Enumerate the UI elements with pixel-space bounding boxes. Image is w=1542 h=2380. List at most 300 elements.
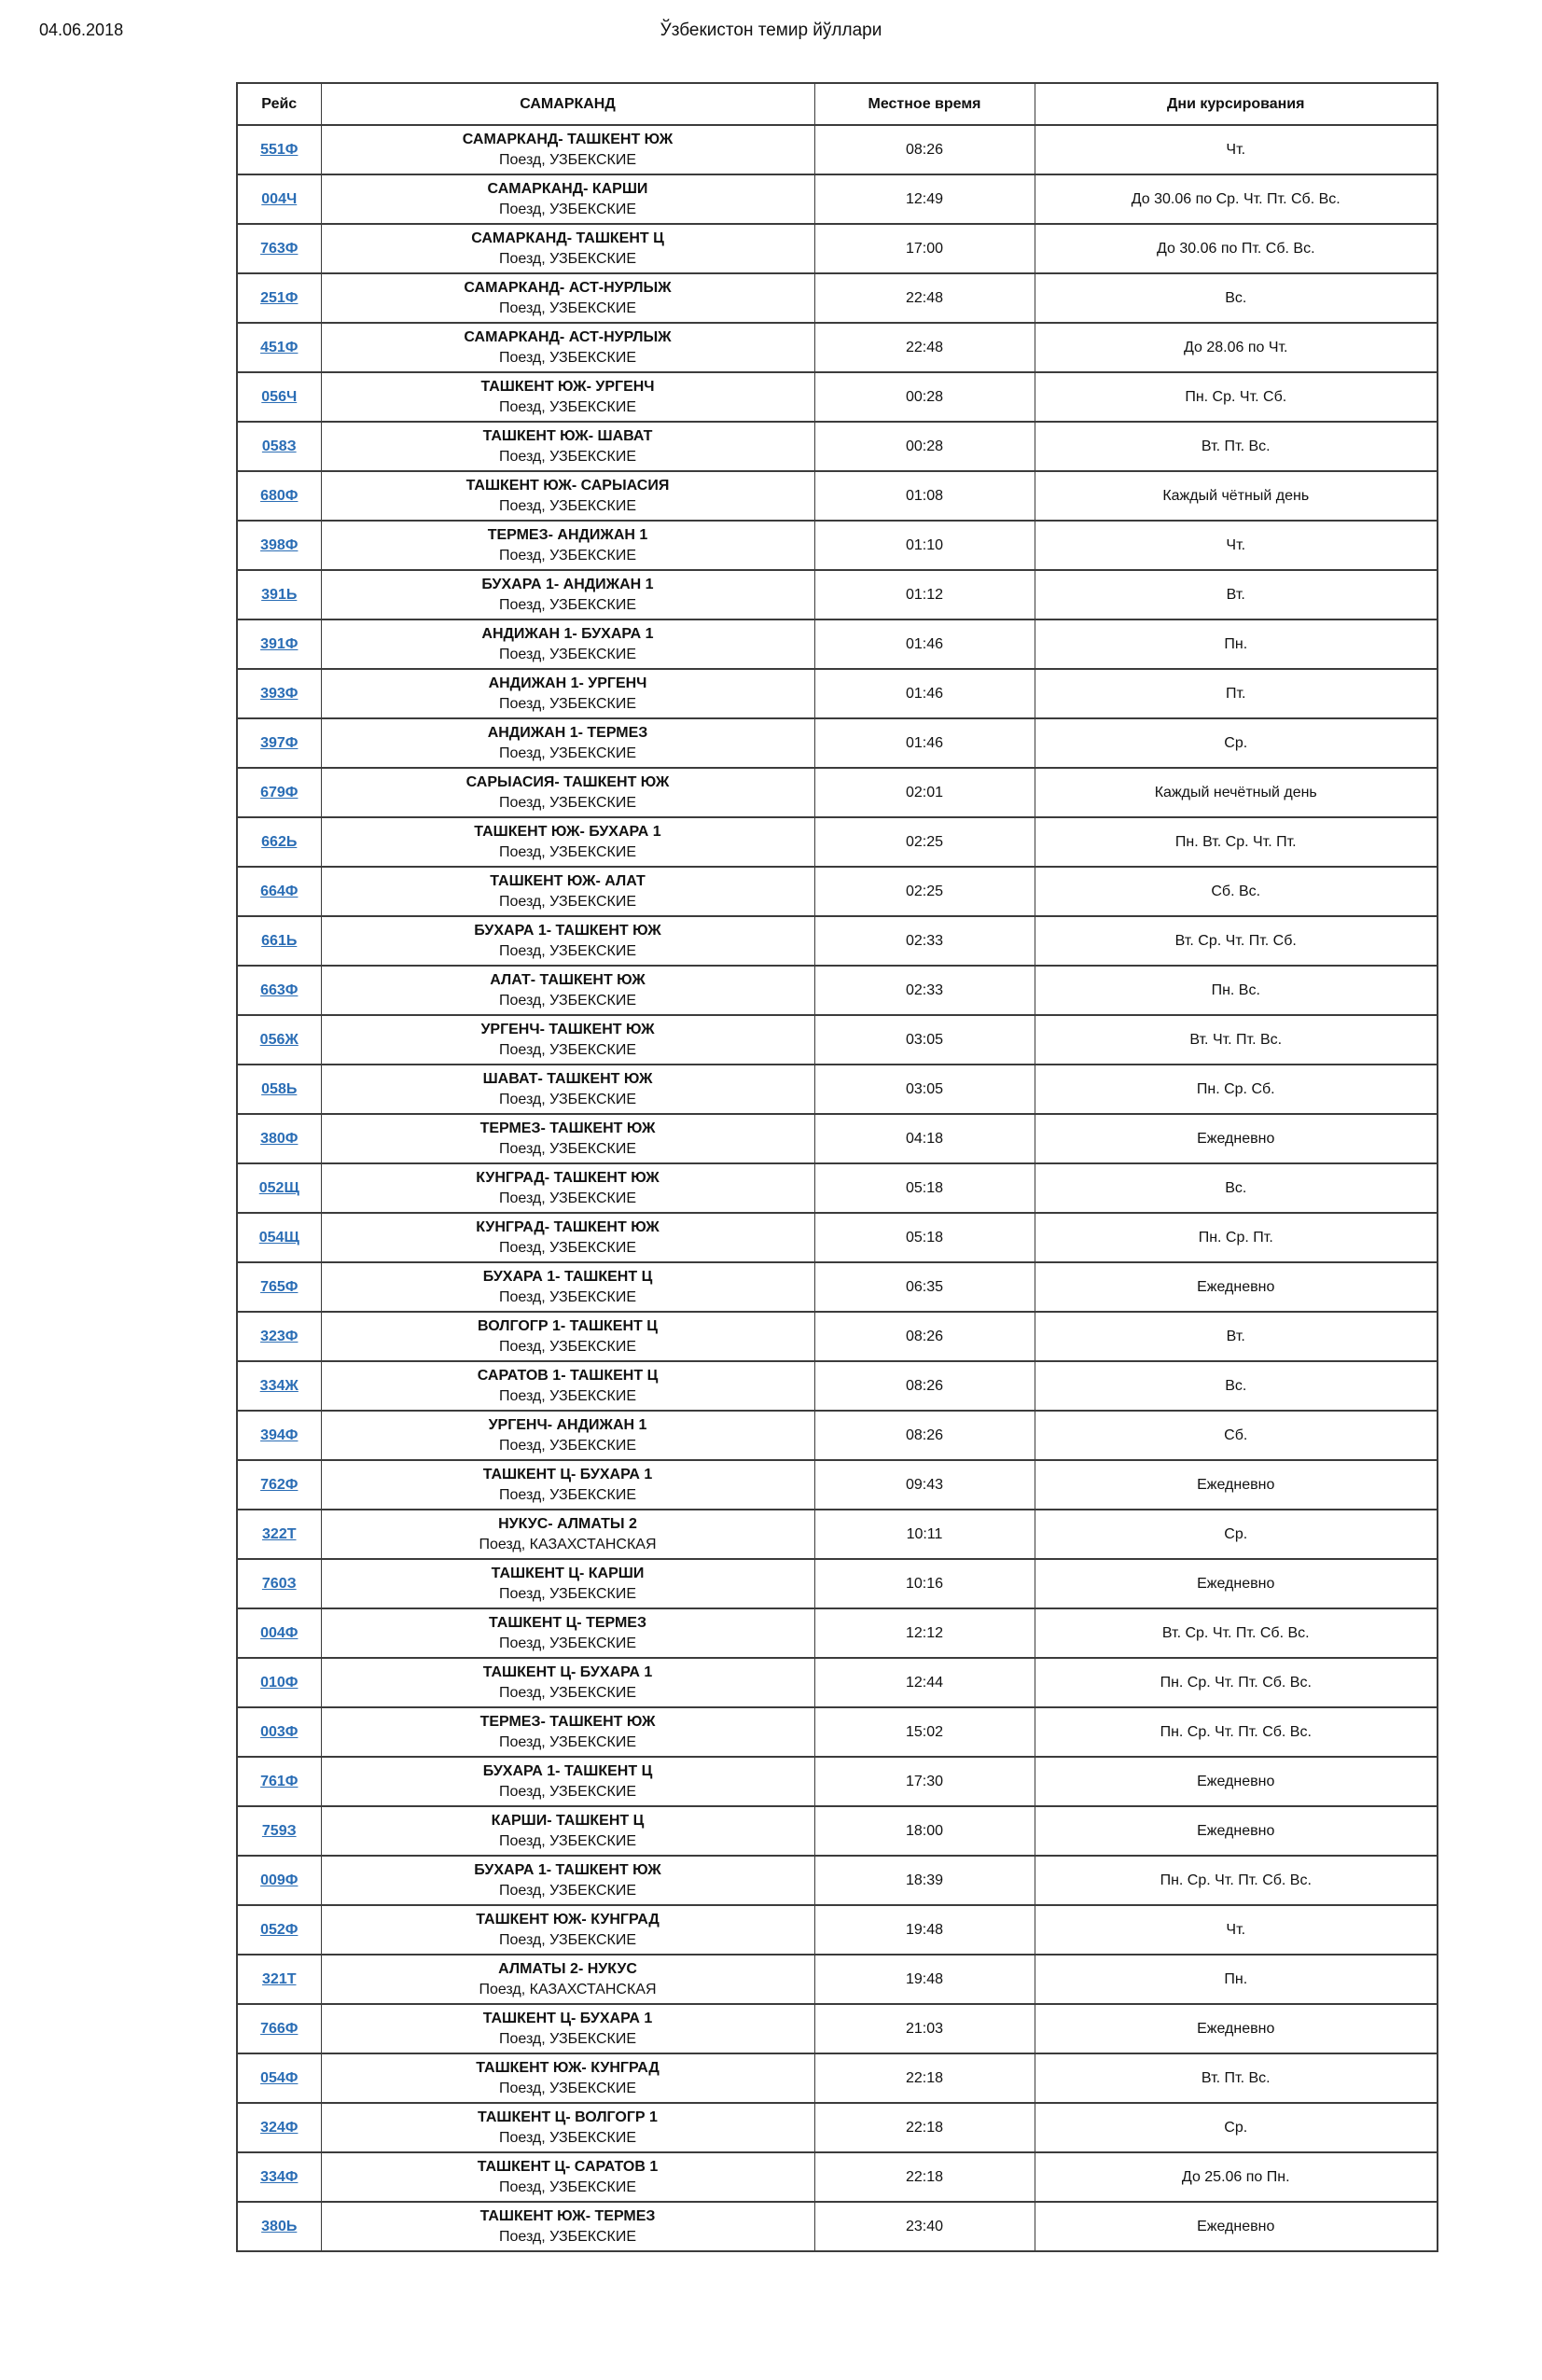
train-number-cell (237, 1955, 321, 2004)
route-cell (321, 1955, 814, 2004)
route-name: БУХАРА 1- ТАШКЕНТ ЮЖ (474, 1861, 661, 1878)
route-cell (321, 718, 814, 768)
route-cell (321, 966, 814, 1015)
route-cell (321, 174, 814, 224)
table-row (237, 1163, 1438, 1213)
running-days: Ср. (1035, 2103, 1438, 2152)
train-number-link[interactable]: 323Ф (260, 1328, 299, 1344)
table-row (237, 966, 1438, 1015)
train-timetable (236, 82, 1438, 2252)
running-days: Вс. (1035, 1361, 1438, 1411)
train-number-cell (237, 471, 321, 521)
train-number-cell (237, 1806, 321, 1856)
route-name: ТАШКЕНТ Ц- БУХАРА 1 (482, 1663, 653, 1680)
train-number-link[interactable]: 322Т (262, 1525, 297, 1542)
route-cell (321, 1707, 814, 1757)
route-name: АЛМАТЫ 2- НУКУС (498, 1960, 637, 1977)
train-number-link[interactable]: 010Ф (260, 1674, 299, 1691)
carrier-label: Поезд, УЗБЕКСКИЕ (499, 1288, 636, 1305)
departure-time: 05:18 (814, 1213, 1035, 1262)
running-days: Вт. Пт. Вс. (1035, 2053, 1438, 2103)
running-days: Ежедневно (1035, 1262, 1438, 1312)
table-row (237, 372, 1438, 422)
train-number-cell (237, 372, 321, 422)
route-cell (321, 1460, 814, 1510)
running-days: Пт. (1035, 669, 1438, 718)
table-row (237, 521, 1438, 570)
train-number-link[interactable]: 054Ф (260, 2069, 299, 2086)
table-row (237, 224, 1438, 273)
train-number-cell (237, 1856, 321, 1905)
departure-time: 08:26 (814, 1361, 1035, 1411)
departure-time: 01:08 (814, 471, 1035, 521)
carrier-label: Поезд, УЗБЕКСКИЕ (499, 1041, 636, 1058)
table-row (237, 1608, 1438, 1658)
route-name: ТАШКЕНТ Ц- САРАТОВ 1 (477, 2158, 659, 2175)
departure-time: 03:05 (814, 1015, 1035, 1065)
route-cell (321, 1856, 814, 1905)
carrier-label: Поезд, УЗБЕКСКИЕ (499, 1931, 636, 1948)
route-name: ТАШКЕНТ ЮЖ- АЛАТ (490, 872, 646, 889)
carrier-label: Поезд, УЗБЕКСКИЕ (499, 1684, 636, 1701)
carrier-label: Поезд, УЗБЕКСКИЕ (499, 695, 636, 712)
table-row (237, 1262, 1438, 1312)
departure-time: 17:30 (814, 1757, 1035, 1806)
train-number-cell (237, 1213, 321, 1262)
route-name: УРГЕНЧ- ТАШКЕНТ ЮЖ (480, 1021, 655, 1037)
route-cell (321, 323, 814, 372)
route-name: АНДИЖАН 1- ТЕРМЕЗ (487, 724, 648, 741)
train-number-link[interactable]: 551Ф (260, 141, 299, 158)
carrier-label: Поезд, УЗБЕКСКИЕ (499, 942, 636, 959)
running-days: Вс. (1035, 273, 1438, 323)
running-days: Ср. (1035, 1510, 1438, 1559)
table-row (237, 570, 1438, 619)
train-number-link[interactable]: 004Ф (260, 1624, 299, 1641)
train-number-cell (237, 1510, 321, 1559)
route-name: ТАШКЕНТ Ц- БУХАРА 1 (482, 2010, 653, 2026)
running-days: До 30.06 по Ср. Чт. Пт. Сб. Вс. (1035, 174, 1438, 224)
carrier-label: Поезд, УЗБЕКСКИЕ (499, 843, 636, 860)
carrier-label: Поезд, УЗБЕКСКИЕ (499, 201, 636, 217)
departure-time: 12:49 (814, 174, 1035, 224)
running-days: Ежедневно (1035, 1114, 1438, 1163)
table-row (237, 471, 1438, 521)
train-number-link[interactable]: 251Ф (260, 289, 299, 306)
route-name: ТАШКЕНТ ЮЖ- УРГЕНЧ (480, 378, 655, 395)
route-cell (321, 2004, 814, 2053)
route-cell (321, 422, 814, 471)
table-row (237, 1213, 1438, 1262)
route-name: ТАШКЕНТ ЮЖ- САРЫАСИЯ (465, 477, 670, 494)
table-row (237, 2004, 1438, 2053)
departure-time: 18:39 (814, 1856, 1035, 1905)
route-name: ВОЛГОГР 1- ТАШКЕНТ Ц (478, 1317, 658, 1334)
route-name: ТАШКЕНТ Ц- ТЕРМЕЗ (489, 1614, 646, 1631)
carrier-label: Поезд, УЗБЕКСКИЕ (499, 745, 636, 761)
route-name: ТАШКЕНТ ЮЖ- КУНГРАД (476, 2059, 660, 2076)
carrier-label: Поезд, УЗБЕКСКИЕ (499, 1585, 636, 1602)
train-number-cell (237, 1757, 321, 1806)
train-number-cell (237, 718, 321, 768)
running-days: Пн. Ср. Чт. Пт. Сб. Вс. (1035, 1658, 1438, 1707)
running-days: Вт. Ср. Чт. Пт. Сб. (1035, 916, 1438, 966)
running-days: До 30.06 по Пт. Сб. Вс. (1035, 224, 1438, 273)
departure-time: 21:03 (814, 2004, 1035, 2053)
train-number-link[interactable]: 334Ж (259, 1377, 299, 1394)
train-number-link[interactable]: 393Ф (260, 685, 299, 702)
carrier-label: Поезд, УЗБЕКСКИЕ (499, 1387, 636, 1404)
train-number-link[interactable]: 391Ф (260, 635, 299, 652)
train-number-link[interactable]: 058З (261, 438, 297, 454)
train-number-link[interactable]: 664Ф (260, 883, 299, 899)
running-days: Пн. Ср. Чт. Пт. Сб. Вс. (1035, 1856, 1438, 1905)
route-cell (321, 2152, 814, 2202)
train-number-link[interactable]: 052Ф (260, 1921, 299, 1938)
route-name: БУХАРА 1- ТАШКЕНТ ЮЖ (474, 922, 661, 939)
route-cell (321, 669, 814, 718)
running-days: Вт. Пт. Вс. (1035, 422, 1438, 471)
departure-time: 06:35 (814, 1262, 1035, 1312)
table-row (237, 1856, 1438, 1905)
running-days: Ср. (1035, 718, 1438, 768)
table-row (237, 1114, 1438, 1163)
table-row (237, 273, 1438, 323)
route-name: ТЕРМЕЗ- АНДИЖАН 1 (487, 526, 648, 543)
train-number-cell (237, 966, 321, 1015)
table-row (237, 2202, 1438, 2251)
train-number-cell (237, 1361, 321, 1411)
train-number-cell (237, 1460, 321, 1510)
table-row (237, 1658, 1438, 1707)
departure-time: 00:28 (814, 422, 1035, 471)
route-name: ТАШКЕНТ ЮЖ- КУНГРАД (476, 1911, 660, 1928)
carrier-label: Поезд, УЗБЕКСКИЕ (499, 1338, 636, 1355)
train-number-cell (237, 2004, 321, 2053)
table-row (237, 718, 1438, 768)
route-name: ТАШКЕНТ Ц- ВОЛГОГР 1 (478, 2109, 658, 2125)
train-number-link[interactable]: 321Т (262, 1970, 297, 1987)
route-cell (321, 521, 814, 570)
train-number-link[interactable]: 391Ь (261, 586, 298, 603)
route-cell (321, 1213, 814, 1262)
route-cell (321, 273, 814, 323)
table-row (237, 817, 1438, 867)
train-number-cell (237, 916, 321, 966)
train-number-cell (237, 1905, 321, 1955)
carrier-label: Поезд, УЗБЕКСКИЕ (499, 349, 636, 366)
table-row (237, 323, 1438, 372)
departure-time: 01:46 (814, 669, 1035, 718)
running-days: Пн. Вт. Ср. Чт. Пт. (1035, 817, 1438, 867)
train-number-cell (237, 273, 321, 323)
train-number-link[interactable]: 766Ф (260, 2020, 299, 2037)
train-number-link[interactable]: 009Ф (260, 1872, 299, 1888)
route-name: ТАШКЕНТ ЮЖ- ТЕРМЕЗ (479, 2207, 656, 2224)
train-number-link[interactable]: 451Ф (260, 339, 299, 355)
route-cell (321, 1510, 814, 1559)
departure-time: 02:25 (814, 867, 1035, 916)
table-row (237, 619, 1438, 669)
train-number-cell (237, 669, 321, 718)
route-cell (321, 1806, 814, 1856)
route-name: ТАШКЕНТ Ц- БУХАРА 1 (482, 1466, 653, 1482)
carrier-label: Поезд, УЗБЕКСКИЕ (499, 1882, 636, 1899)
departure-time: 18:00 (814, 1806, 1035, 1856)
route-name: ТАШКЕНТ ЮЖ- ШАВАТ (482, 427, 653, 444)
train-number-link[interactable]: 759З (261, 1822, 297, 1839)
departure-time: 23:40 (814, 2202, 1035, 2251)
carrier-label: Поезд, УЗБЕКСКИЕ (499, 646, 636, 662)
train-number-link[interactable]: 662Ь (261, 833, 298, 850)
route-name: АНДИЖАН 1- БУХАРА 1 (481, 625, 654, 642)
route-name: САМАРКАНД- АСТ-НУРЛЫЖ (464, 328, 672, 345)
train-number-cell (237, 1262, 321, 1312)
running-days: Чт. (1035, 125, 1438, 174)
carrier-label: Поезд, УЗБЕКСКИЕ (499, 2129, 636, 2146)
route-cell (321, 916, 814, 966)
train-number-link[interactable]: 394Ф (260, 1427, 299, 1443)
route-name: САМАРКАНД- ТАШКЕНТ ЮЖ (462, 131, 674, 147)
train-number-link[interactable]: 765Ф (260, 1278, 299, 1295)
route-name: САРАТОВ 1- ТАШКЕНТ Ц (477, 1367, 659, 1384)
route-cell (321, 372, 814, 422)
route-cell (321, 619, 814, 669)
running-days: Вт. (1035, 570, 1438, 619)
running-days: Вт. (1035, 1312, 1438, 1361)
carrier-label: Поезд, УЗБЕКСКИЕ (499, 1091, 636, 1107)
route-name: ТЕРМЕЗ- ТАШКЕНТ ЮЖ (479, 1713, 656, 1730)
carrier-label: Поезд, УЗБЕКСКИЕ (499, 1733, 636, 1750)
carrier-label: Поезд, УЗБЕКСКИЕ (499, 151, 636, 168)
running-days: Ежедневно (1035, 1460, 1438, 1510)
carrier-label: Поезд, УЗБЕКСКИЕ (499, 1239, 636, 1256)
departure-time: 02:33 (814, 966, 1035, 1015)
running-days: Ежедневно (1035, 1757, 1438, 1806)
route-cell (321, 1411, 814, 1460)
table-row (237, 2053, 1438, 2103)
route-cell (321, 471, 814, 521)
table-row (237, 1411, 1438, 1460)
carrier-label: Поезд, УЗБЕКСКИЕ (499, 299, 636, 316)
column-header-station: САМАРКАНД (321, 83, 814, 125)
train-number-cell (237, 1015, 321, 1065)
running-days: Ежедневно (1035, 2004, 1438, 2053)
train-number-cell (237, 125, 321, 174)
train-number-link[interactable]: 661Ь (261, 932, 298, 949)
route-name: КУНГРАД- ТАШКЕНТ ЮЖ (476, 1169, 660, 1186)
route-name: ТЕРМЕЗ- ТАШКЕНТ ЮЖ (479, 1120, 656, 1136)
route-cell (321, 1559, 814, 1608)
carrier-label: Поезд, УЗБЕКСКИЕ (499, 1437, 636, 1454)
departure-time: 02:33 (814, 916, 1035, 966)
carrier-label: Поезд, УЗБЕКСКИЕ (499, 596, 636, 613)
train-number-cell (237, 1114, 321, 1163)
table-row (237, 125, 1438, 174)
route-name: ТАШКЕНТ ЮЖ- БУХАРА 1 (474, 823, 661, 840)
train-number-cell (237, 1312, 321, 1361)
table-row (237, 174, 1438, 224)
train-number-link[interactable]: 054Щ (258, 1229, 299, 1246)
departure-time: 19:48 (814, 1955, 1035, 2004)
train-number-link[interactable]: 679Ф (260, 784, 299, 800)
carrier-label: Поезд, УЗБЕКСКИЕ (499, 497, 636, 514)
departure-time: 04:18 (814, 1114, 1035, 1163)
route-cell (321, 1163, 814, 1213)
table-row (237, 1460, 1438, 1510)
train-number-cell (237, 817, 321, 867)
train-number-cell (237, 2053, 321, 2103)
route-cell (321, 1065, 814, 1114)
train-number-link[interactable]: 056Ж (259, 1031, 299, 1048)
train-number-cell (237, 2202, 321, 2251)
departure-time: 22:18 (814, 2103, 1035, 2152)
departure-time: 15:02 (814, 1707, 1035, 1757)
table-row (237, 669, 1438, 718)
route-cell (321, 1905, 814, 1955)
carrier-label: Поезд, УЗБЕКСКИЕ (499, 448, 636, 465)
train-number-cell (237, 2103, 321, 2152)
departure-time: 03:05 (814, 1065, 1035, 1114)
train-number-cell (237, 1608, 321, 1658)
carrier-label: Поезд, КАЗАХСТАНСКАЯ (479, 1981, 657, 1997)
route-name: АЛАТ- ТАШКЕНТ ЮЖ (490, 971, 646, 988)
carrier-label: Поезд, УЗБЕКСКИЕ (499, 794, 636, 811)
column-header-days: Дни курсирования (1035, 83, 1438, 125)
route-cell (321, 224, 814, 273)
train-number-link[interactable]: 052Щ (258, 1179, 299, 1196)
train-number-link[interactable]: 324Ф (260, 2119, 299, 2136)
route-name: БУХАРА 1- ТАШКЕНТ Ц (482, 1762, 653, 1779)
table-header (237, 83, 1438, 125)
departure-time: 08:26 (814, 1411, 1035, 1460)
route-cell (321, 2103, 814, 2152)
train-number-link[interactable]: 680Ф (260, 487, 299, 504)
carrier-label: Поезд, УЗБЕКСКИЕ (499, 2178, 636, 2195)
route-cell (321, 570, 814, 619)
carrier-label: Поезд, УЗБЕКСКИЕ (499, 1783, 636, 1800)
column-header-train: Рейс (237, 83, 321, 125)
departure-time: 10:16 (814, 1559, 1035, 1608)
route-name: САМАРКАНД- АСТ-НУРЛЫЖ (464, 279, 672, 296)
train-number-link[interactable]: 397Ф (260, 734, 299, 751)
train-number-cell (237, 570, 321, 619)
train-number-link[interactable]: 380Ь (261, 2218, 298, 2234)
route-cell (321, 1361, 814, 1411)
running-days: Ежедневно (1035, 2202, 1438, 2251)
train-number-link[interactable]: 663Ф (260, 981, 299, 998)
table-row (237, 2152, 1438, 2202)
train-number-cell (237, 1559, 321, 1608)
train-number-link[interactable]: 003Ф (260, 1723, 299, 1740)
departure-time: 08:26 (814, 1312, 1035, 1361)
departure-time: 22:48 (814, 273, 1035, 323)
departure-time: 01:46 (814, 718, 1035, 768)
table-row (237, 1510, 1438, 1559)
table-row (237, 1312, 1438, 1361)
train-number-link[interactable]: 334Ф (260, 2168, 299, 2185)
running-days: До 28.06 по Чт. (1035, 323, 1438, 372)
route-cell (321, 1757, 814, 1806)
route-name: УРГЕНЧ- АНДИЖАН 1 (488, 1416, 647, 1433)
page-date: 04.06.2018 (39, 21, 124, 39)
route-name: ШАВАТ- ТАШКЕНТ ЮЖ (482, 1070, 653, 1087)
table-row (237, 768, 1438, 817)
route-cell (321, 1114, 814, 1163)
route-cell (321, 1608, 814, 1658)
train-number-cell (237, 224, 321, 273)
departure-time: 22:48 (814, 323, 1035, 372)
departure-time: 01:12 (814, 570, 1035, 619)
train-number-link[interactable]: 760З (261, 1575, 297, 1592)
running-days: Чт. (1035, 521, 1438, 570)
table-row (237, 2103, 1438, 2152)
route-cell (321, 867, 814, 916)
train-number-link[interactable]: 056Ч (261, 388, 298, 405)
carrier-label: Поезд, УЗБЕКСКИЕ (499, 250, 636, 267)
train-number-cell (237, 1163, 321, 1213)
route-cell (321, 1015, 814, 1065)
route-cell (321, 768, 814, 817)
running-days: Ежедневно (1035, 1806, 1438, 1856)
column-header-time: Местное время (814, 83, 1035, 125)
departure-time: 05:18 (814, 1163, 1035, 1213)
carrier-label: Поезд, УЗБЕКСКИЕ (499, 1190, 636, 1206)
departure-time: 08:26 (814, 125, 1035, 174)
train-number-link[interactable]: 380Ф (260, 1130, 299, 1147)
train-number-cell (237, 174, 321, 224)
running-days: Ежедневно (1035, 1559, 1438, 1608)
running-days: Пн. Ср. Пт. (1035, 1213, 1438, 1262)
departure-time: 02:25 (814, 817, 1035, 867)
table-row (237, 1065, 1438, 1114)
train-number-cell (237, 1658, 321, 1707)
route-cell (321, 2202, 814, 2251)
running-days: Чт. (1035, 1905, 1438, 1955)
running-days: Пн. (1035, 1955, 1438, 2004)
train-number-link[interactable]: 761Ф (260, 1773, 299, 1789)
running-days: Пн. Ср. Чт. Сб. (1035, 372, 1438, 422)
running-days: Вс. (1035, 1163, 1438, 1213)
train-number-link[interactable]: 398Ф (260, 536, 299, 553)
train-number-link[interactable]: 004Ч (261, 190, 298, 207)
train-number-cell (237, 521, 321, 570)
train-number-link[interactable]: 058Ь (261, 1080, 298, 1097)
train-number-link[interactable]: 762Ф (260, 1476, 299, 1493)
departure-time: 17:00 (814, 224, 1035, 273)
departure-time: 22:18 (814, 2152, 1035, 2202)
table-row (237, 1806, 1438, 1856)
table-row (237, 422, 1438, 471)
carrier-label: Поезд, УЗБЕКСКИЕ (499, 398, 636, 415)
route-name: КАРШИ- ТАШКЕНТ Ц (491, 1812, 645, 1829)
route-name: ТАШКЕНТ Ц- КАРШИ (491, 1565, 645, 1581)
route-cell (321, 1262, 814, 1312)
carrier-label: Поезд, УЗБЕКСКИЕ (499, 1486, 636, 1503)
route-name: САРЫАСИЯ- ТАШКЕНТ ЮЖ (465, 773, 670, 790)
carrier-label: Поезд, УЗБЕКСКИЕ (499, 992, 636, 1009)
route-name: НУКУС- АЛМАТЫ 2 (498, 1515, 637, 1532)
timetable-body (237, 125, 1438, 2251)
table-row (237, 1015, 1438, 1065)
carrier-label: Поезд, КАЗАХСТАНСКАЯ (479, 1536, 657, 1552)
train-number-link[interactable]: 763Ф (260, 240, 299, 257)
table-row (237, 1955, 1438, 2004)
carrier-label: Поезд, УЗБЕКСКИЕ (499, 2030, 636, 2047)
route-name: БУХАРА 1- АНДИЖАН 1 (481, 576, 654, 592)
table-row (237, 867, 1438, 916)
train-number-cell (237, 768, 321, 817)
